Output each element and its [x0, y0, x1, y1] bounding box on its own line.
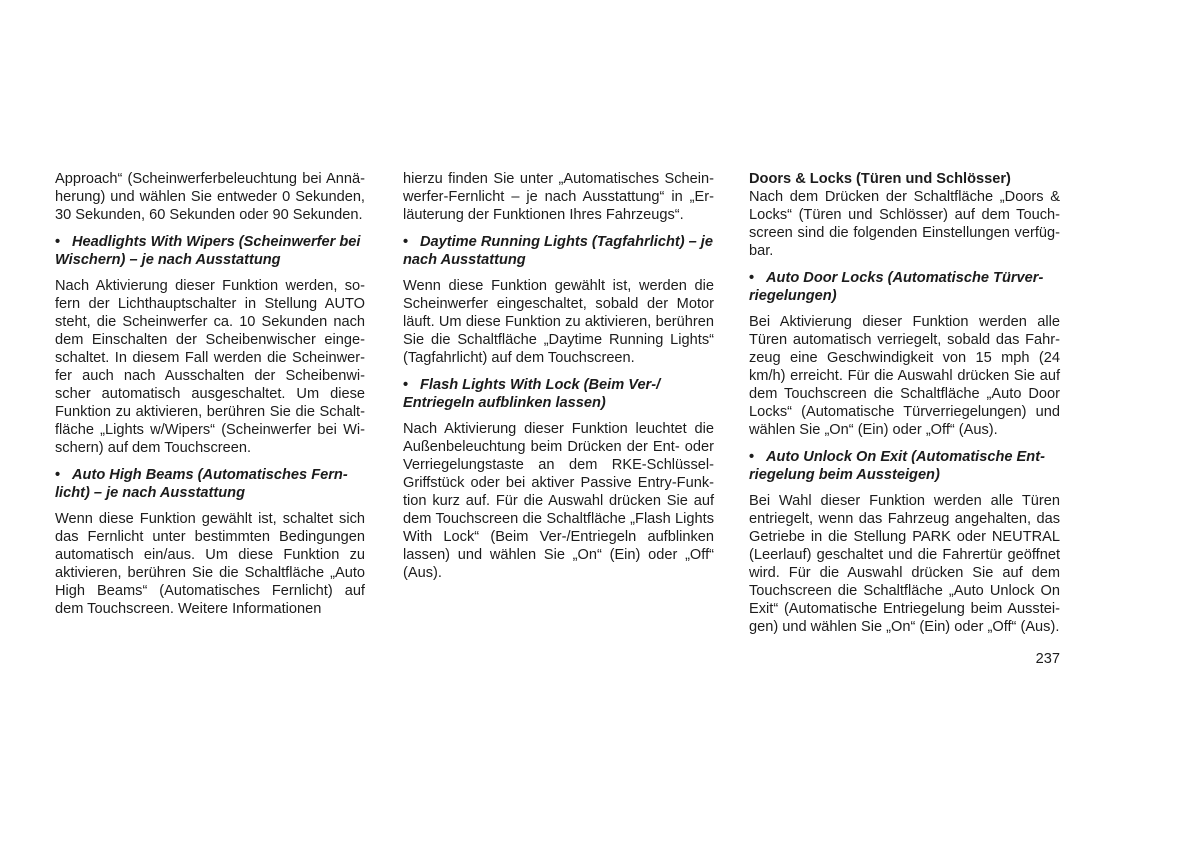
- bullet-heading-auto-high-beams: [55, 466, 365, 502]
- column-left: [55, 170, 365, 627]
- heading-text: Flash Lights With Lock (Beim Ver-/ Entriegeln aufblinken lassen): [403, 377, 661, 411]
- intro-paragraph: Approach“ (Scheinwerferbeleuchtung bei Annäherung) und wählen Sie entweder 0 Sekunden, 30 Sekunden, 60 Sekunden oder 90 Sekunden.: [55, 171, 365, 223]
- intro-paragraph: Nach dem Drücken der Schaltfläche „Doors & Locks“ (Türen und Schlösser) auf dem Touchscreen sind die folgenden Einstellungen verfügbar.: [749, 189, 1060, 259]
- bullet-icon: •: [749, 449, 755, 465]
- paragraph-auto-door-locks: Bei Aktivierung dieser Funktion werden alle Türen automatisch verriegelt, sobald das Fahrzeug eine Geschwindigkeit von 15 mph (24 km/h) erreicht. Für die Auswahl drücken Sie auf dem Touchscreen die Schaltfläche „Auto Door Locks“ (Automatische Türverriegelungen) und wählen Sie „On“ (Ein) oder „Off“ (Aus).: [749, 314, 1060, 438]
- paragraph-headlights-with-wipers: Nach Aktivierung dieser Funktion werden, sofern der Lichthauptschalter in Stellung AUTO steht, die Scheinwerfer ca. 10 Sekunden nach dem Einschalten der Scheibenwischer eingeschaltet. In diesem Fall werden die Scheinwerfer auch nach Ausschalten der Scheibenwischer automatisch ausgeschaltet. Um diese Funktion zu aktivieren, berühren Sie die Schaltfläche „Lights w/Wipers“ (Scheinwerfer bei Wischern) auf dem Touchscreen.: [55, 278, 365, 456]
- paragraph-auto-unlock-on-exit: Bei Wahl dieser Funktion werden alle Türen entriegelt, wenn das Fahrzeug angehalten, das Getriebe in die Stellung PARK oder NEUTRAL (Leerlauf) geschaltet und die Fahrertür geöffnet wird. Für die Auswahl drücken Sie auf dem Touchscreen die Schaltfläche „Auto Unlock On Exit“ (Automatische Entriegelung beim Aussteigen) und wählen Sie „On“ (Ein) oder „Off“ (Aus).: [749, 493, 1060, 635]
- bullet-heading-auto-door-locks: [749, 269, 1060, 305]
- bullet-heading-flash-lights-with-lock: [403, 376, 714, 412]
- bullet-heading-daytime-running-lights: [403, 233, 714, 269]
- heading-text: Auto Door Locks (Automatische Türverriegelungen): [749, 270, 1044, 304]
- bullet-icon: •: [403, 377, 409, 393]
- bullet-icon: •: [749, 270, 755, 286]
- intro-paragraph: hierzu finden Sie unter „Automatisches Scheinwerfer-Fernlicht – je nach Ausstattung“ in „Erläuterung der Funktionen Ihres Fahrzeugs“.: [403, 171, 714, 223]
- column-right: [749, 170, 1060, 645]
- paragraph-daytime-running-lights: Wenn diese Funktion gewählt ist, werden die Scheinwerfer eingeschaltet, sobald der Motor läuft. Um diese Funktion zu aktivieren, berühren Sie die Schaltfläche „Daytime Running Lights“ (Tagfahrlicht) auf dem Touchscreen.: [403, 278, 714, 366]
- heading-text: Auto Unlock On Exit (Automatische Entriegelung beim Aussteigen): [749, 449, 1045, 483]
- bullet-heading-headlights-with-wipers: [55, 233, 365, 269]
- bullet-icon: •: [55, 467, 61, 483]
- bullet-icon: •: [403, 234, 409, 250]
- page-number: 237: [1035, 651, 1060, 667]
- section-title-doors-locks: Doors & Locks (Türen und Schlösser): [749, 171, 1011, 187]
- heading-text: Auto High Beams (Automatisches Fernlicht) – je nach Ausstattung: [55, 467, 348, 501]
- bullet-icon: •: [55, 234, 61, 250]
- heading-text: Headlights With Wipers (Scheinwerfer bei Wischern) – je nach Ausstattung: [55, 234, 361, 268]
- paragraph-flash-lights-with-lock: Nach Aktivierung dieser Funktion leuchtet die Außenbeleuchtung beim Drücken der Ent- oder Verriegelungstaste an dem RKE-SchlüsselGriffstück oder bei aktiver Passive Entry-Funktion kurz auf. Für die Auswahl drücken Sie auf dem Touchscreen die Schaltfläche „Flash Lights With Lock“ (Beim Ver-/Entriegeln aufblinken lassen) und wählen Sie „On“ (Ein) oder „Off“ (Aus).: [403, 421, 714, 581]
- heading-text: Daytime Running Lights (Tagfahrlicht) – je nach Ausstattung: [403, 234, 713, 268]
- bullet-heading-auto-unlock-on-exit: [749, 448, 1060, 484]
- column-middle: [403, 170, 714, 591]
- paragraph-auto-high-beams: Wenn diese Funktion gewählt ist, schaltet sich das Fernlicht unter bestimmten Bedingungen automatisch ein/aus. Um diese Funktion zu aktivieren, berühren Sie die Schaltfläche „Auto High Beams“ (Automatisches Fernlicht) auf dem Touchscreen. Weitere Informationen: [55, 511, 365, 617]
